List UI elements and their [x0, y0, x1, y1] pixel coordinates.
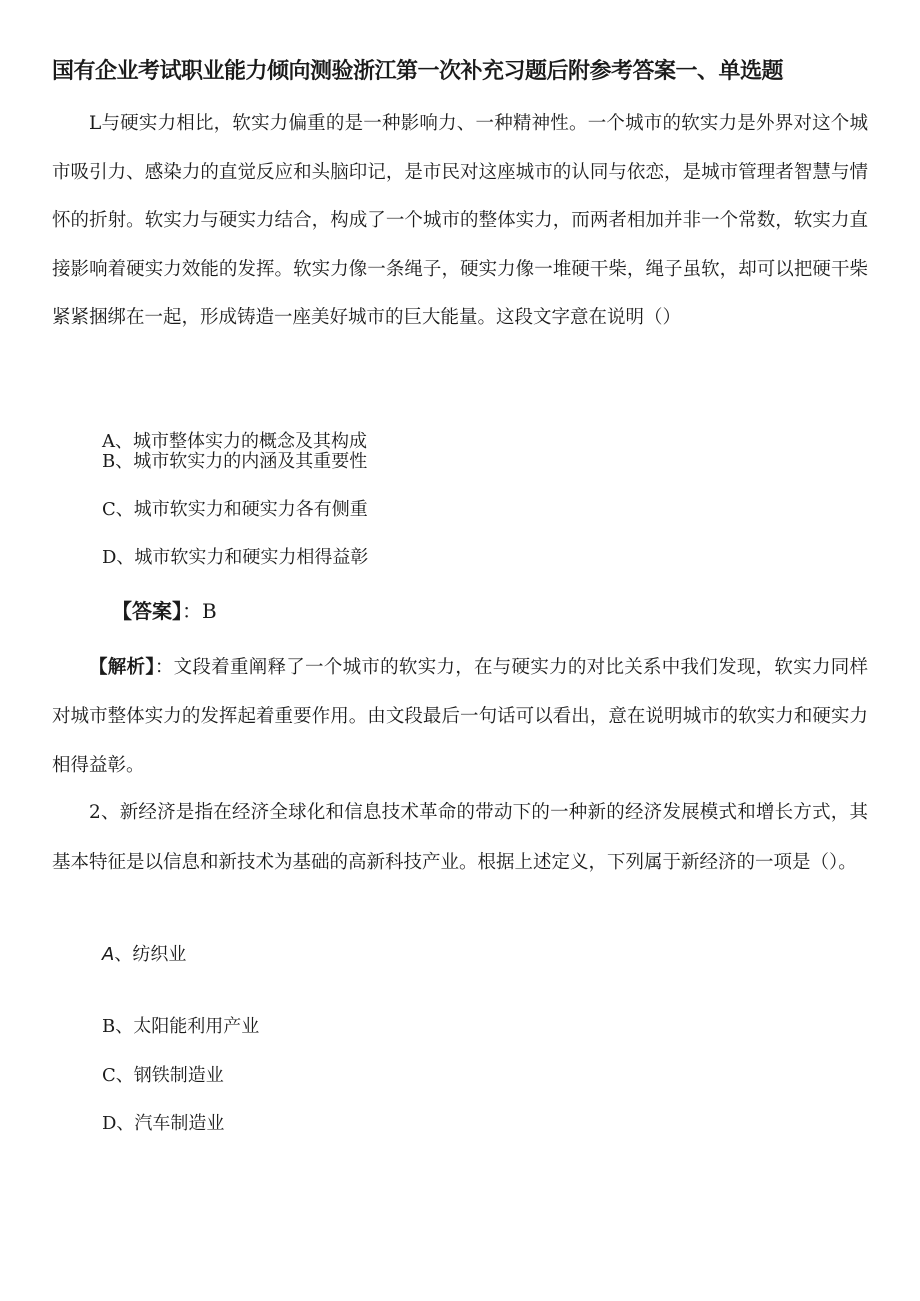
analysis-label: 【解析】	[89, 657, 155, 678]
question-1-option-b: B、城市软实力的内涵及其重要性	[102, 451, 368, 472]
document-title: 国有企业考试职业能力倾向测验浙江第一次补充习题后附参考答案一、单选题	[52, 59, 784, 84]
question-1-option-c: C、城市软实力和硬实力各有侧重	[102, 499, 368, 520]
question-2-option-a-text: 、纺织业	[114, 944, 187, 965]
question-1-answer	[112, 596, 217, 626]
question-2-option-d: D、汽车制造业	[102, 1113, 225, 1134]
analysis-text: ：文段着重阐释了一个城市的软实力，在与硬实力的对比关系中我们发现，软实力同样对城市整体实力的发挥起着重要作用。由文段最后一句话可以看出，意在说明城市的软实力和硬实力相得益彰。	[52, 657, 868, 776]
question-2-option-c: C、钢铁制造业	[102, 1065, 224, 1086]
answer-value: ：B	[182, 599, 217, 623]
question-1-option-d: D、城市软实力和硬实力相得益彰	[102, 547, 369, 568]
question-2-stem: 2、新经济是指在经济全球化和信息技术革命的带动下的一种新的经济发展模式和增长方式，其基本特征是以信息和新技术为基础的高新科技产业。根据上述定义，下列属于新经济的一项是（）。	[52, 802, 868, 873]
question-1-stem: L与硬实力相比，软实力偏重的是一种影响力、一种精神性。一个城市的软实力是外界对这个城市吸引力、感染力的直觉反应和头脑印记，是市民对这座城市的认同与依恋，是城市管理者智慧与情怀的折射。软实力与硬实力结合，构成了一个城市的整体实力，而两者相加并非一个常数，软实力直接影响着硬实力效能的发挥。软实力像一条绳子，硬实力像一堆硬干柴，绳子虽软，却可以把硬干柴紧紧捆绑在一起，形成铸造一座美好城市的巨大能量。这段文字意在说明（）	[52, 113, 868, 329]
question-1-analysis	[52, 643, 868, 790]
answer-label: 【答案】	[112, 599, 182, 623]
question-1-option-a: A、城市整体实力的概念及其构成	[102, 431, 367, 452]
question-2-option-b: B、太阳能利用产业	[102, 1016, 260, 1037]
question-2-option-a-letter: A	[102, 944, 115, 965]
question-2-option-a	[102, 941, 186, 969]
